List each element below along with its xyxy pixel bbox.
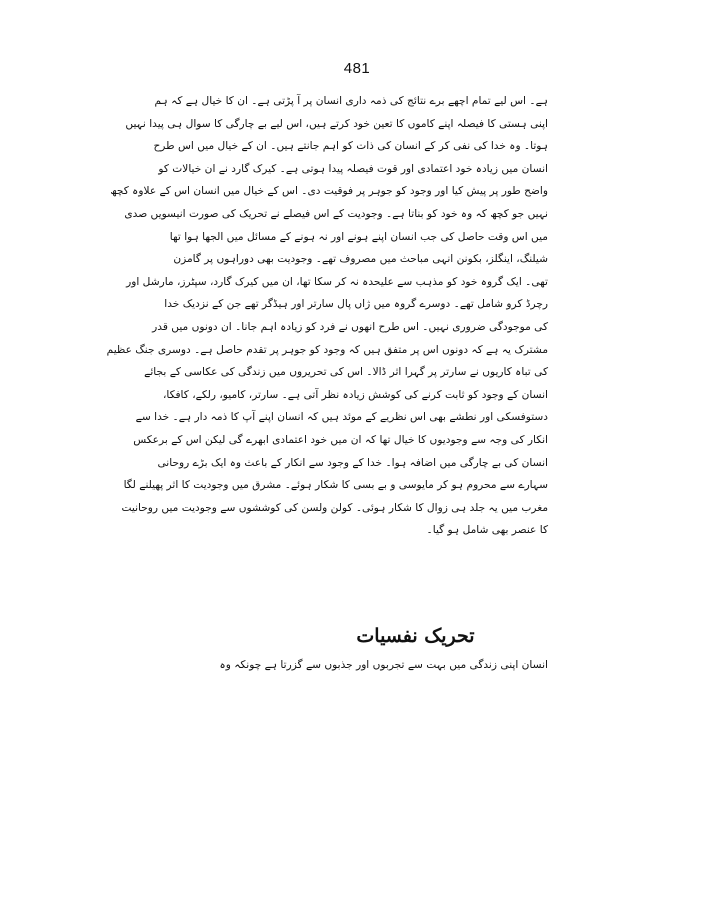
section-first-line: انسان اپنی زندگی میں بہت سے تجربوں اور جذبوں سے گزرتا ہے چونکہ وہ: [219, 659, 548, 671]
text-line: واضح طور پر پیش کیا اور وجود کو جوہر پر فوقیت دی۔ اس کے خیال میں انسان اس کے علاوہ کچھ: [110, 185, 548, 198]
text-line: کی تباہ کاریوں نے سارتر پر گہرا اثر ڈالا۔ اس کی تحریروں میں زندگی کی عکاسی کے بجائے: [144, 366, 548, 379]
text-line: شیلنگ، اینگلز، بکونن انہی مباحث میں مصروف تھے۔ وجودیت بھی دوراہوں پر گامزن: [173, 253, 548, 266]
page-number: 481: [343, 60, 371, 77]
text-line: انکار کی وجہ سے وجودیوں کا خیال تھا کہ ان میں خود اعتمادی ابھرے گی لیکن اس کے برعکس: [133, 433, 548, 446]
body-text: [106, 90, 548, 542]
text-line: کی موجودگی ضروری نہیں۔ اس طرح انھوں نے فرد کو زیادہ اہم جانا۔ ان دونوں میں قدر: [152, 320, 548, 333]
text-line: تھی۔ ایک گروہ خود کو مذہب سے علیحدہ نہ کر سکا تھا، ان میں کیرک گارد، سپٹرز، مارشل اور: [126, 275, 548, 288]
text-line: میں اس وقت حاصل کی جب انسان اپنے ہونے اور نہ ہونے کے مسائل میں الجھا ہوا تھا: [169, 230, 548, 243]
text-line: رچرڈ کرو شامل تھے۔ دوسرے گروہ میں ژاں پال سارتر اور ہیڈگر تھے جن کے نزدیک خدا: [164, 298, 548, 311]
text-line: مغرب میں یہ جلد ہی زوال کا شکار ہوئی۔ کولن ولسن کی کوششوں سے وجودیت میں روحانیت: [121, 501, 548, 514]
text-line: ہے۔ اس لیے تمام اچھے برے نتائج کی ذمہ داری انسان پر آ پڑتی ہے۔ ان کا خیال ہے کہ ہم: [154, 95, 548, 107]
text-line: سہارے سے محروم ہو کر مایوسی و بے بسی کا شکار ہوئے۔ مشرق میں وجودیت کا اثر پھیلنے لگا: [123, 479, 548, 492]
text-line: کا عنصر بھی شامل ہو گیا۔: [426, 524, 548, 537]
text-line: نہیں جو کچھ کہ وہ خود کو بناتا ہے۔ وجودیت کے اس فیصلے نے تحریک کی صورت انیسویں صدی: [124, 207, 548, 220]
text-line: انسان کے وجود کو ثابت کرنے کی کوشش زیادہ نظر آتی ہے۔ سارتر، کامیو، رلکے، کافکا،: [163, 388, 548, 401]
section-heading: تحریک نفسیات: [356, 625, 475, 647]
text-line: اپنی ہستی کا فیصلہ اپنے کاموں کا تعین خود کرتے ہیں، اس لیے بے چارگی کا سوال ہی پیدا نہیں: [125, 117, 548, 130]
text-line: ہوتا۔ وہ خدا کی نفی کر کے انسان کی ذات کو اہم جانتے ہیں۔ ان کے خیال میں اس طرح: [153, 140, 548, 153]
text-line: انسان میں زیادہ خود اعتمادی اور قوت فیصلہ پیدا ہوتی ہے۔ کیرک گارد نے ان خیالات کو: [158, 162, 548, 175]
text-line: دستوفسکی اور نطشے بھی اس نظریے کے موئد ہیں کہ انسان اپنے آپ کا ذمہ دار ہے۔ خدا سے: [135, 411, 548, 424]
text-line: انسان کی بے چارگی میں اضافہ ہوا۔ خدا کے وجود سے انکار کے باعث وہ ایک بڑے روحانی: [157, 456, 548, 469]
text-line: مشترک یہ ہے کہ دونوں اس پر متفق ہیں کہ وجود کو جوہر پر تقدم حاصل ہے۔ دوسری جنگ عظیم: [106, 343, 548, 356]
